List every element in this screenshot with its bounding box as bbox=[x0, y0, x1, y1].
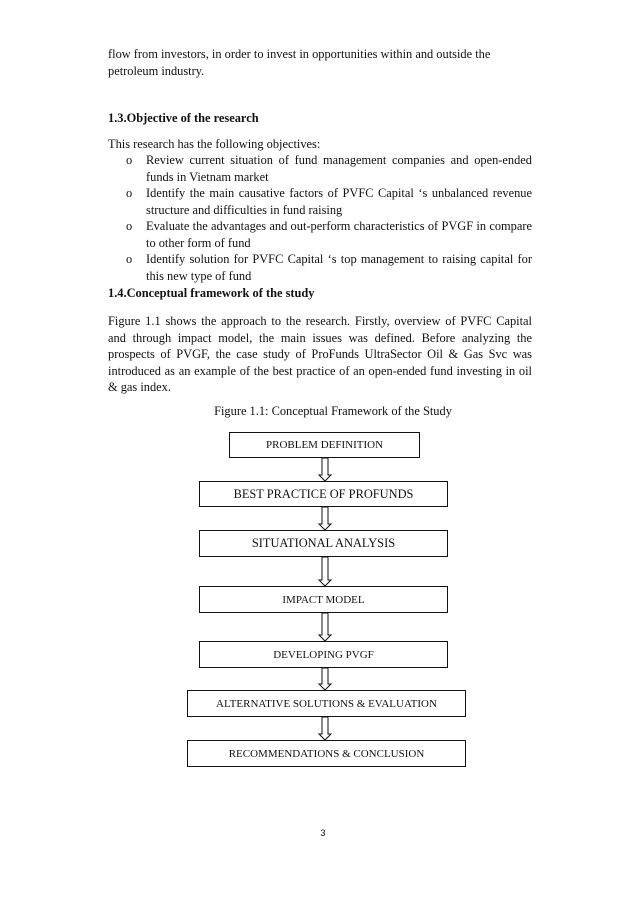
step-best-practice: BEST PRACTICE OF PROFUNDS bbox=[199, 481, 448, 507]
objective-heading: 1.3.Objective of the research bbox=[108, 111, 259, 125]
bullet-marker: o bbox=[126, 186, 133, 200]
step-alternative-solutions: ALTERNATIVE SOLUTIONS & EVALUATION bbox=[187, 690, 466, 717]
framework-paragraph: Figure 1.1 shows the approach to the research. Firstly, overview of PVFC Capital and through impact model, the main issues was defined. Before analyzing the prospects of PVGF, the case study of ProFunds UltraSector Oil & Gas Svc was introduced as an example of the best practice of an open-ended fund investing in oil & gas index. bbox=[108, 314, 532, 394]
down-arrow bbox=[319, 717, 331, 740]
step-situational-analysis: SITUATIONAL ANALYSIS bbox=[199, 530, 448, 557]
intro-line-1: flow from investors, in order to invest in opportunities within and outside the bbox=[108, 47, 491, 61]
objective-item: o Identify solution for PVFC Capital ‘s top management to raising capital for this new type of fund bbox=[126, 252, 532, 283]
figure-caption: Figure 1.1: Conceptual Framework of the Study bbox=[214, 404, 452, 418]
bullet-marker: o bbox=[126, 219, 133, 233]
objective-item: o Review current situation of fund management companies and open-ended funds in Vietnam market bbox=[126, 153, 532, 184]
down-arrow bbox=[319, 557, 331, 586]
step-impact-model: IMPACT MODEL bbox=[199, 586, 448, 613]
page-number: 3 bbox=[320, 828, 326, 838]
step-recommendations: RECOMMENDATIONS & CONCLUSION bbox=[187, 740, 466, 767]
objective-item: o Identify the main causative factors of PVFC Capital ‘s unbalanced revenue structure and difficulties in fund raising bbox=[126, 186, 532, 217]
down-arrow bbox=[319, 668, 331, 690]
framework-heading: 1.4.Conceptual framework of the study bbox=[108, 286, 315, 300]
step-problem-definition: PROBLEM DEFINITION bbox=[229, 432, 420, 458]
down-arrow bbox=[319, 458, 331, 481]
intro-line-2: petroleum industry. bbox=[108, 64, 205, 78]
down-arrow bbox=[319, 613, 331, 641]
objective-lead: This research has the following objectives: bbox=[108, 137, 321, 151]
step-developing-pvgf: DEVELOPING PVGF bbox=[199, 641, 448, 668]
objective-item: o Evaluate the advantages and out-perform characteristics of PVGF in compare to other form of fund bbox=[126, 219, 532, 250]
bullet-marker: o bbox=[126, 252, 133, 266]
down-arrow bbox=[319, 507, 331, 530]
bullet-marker: o bbox=[126, 153, 133, 167]
